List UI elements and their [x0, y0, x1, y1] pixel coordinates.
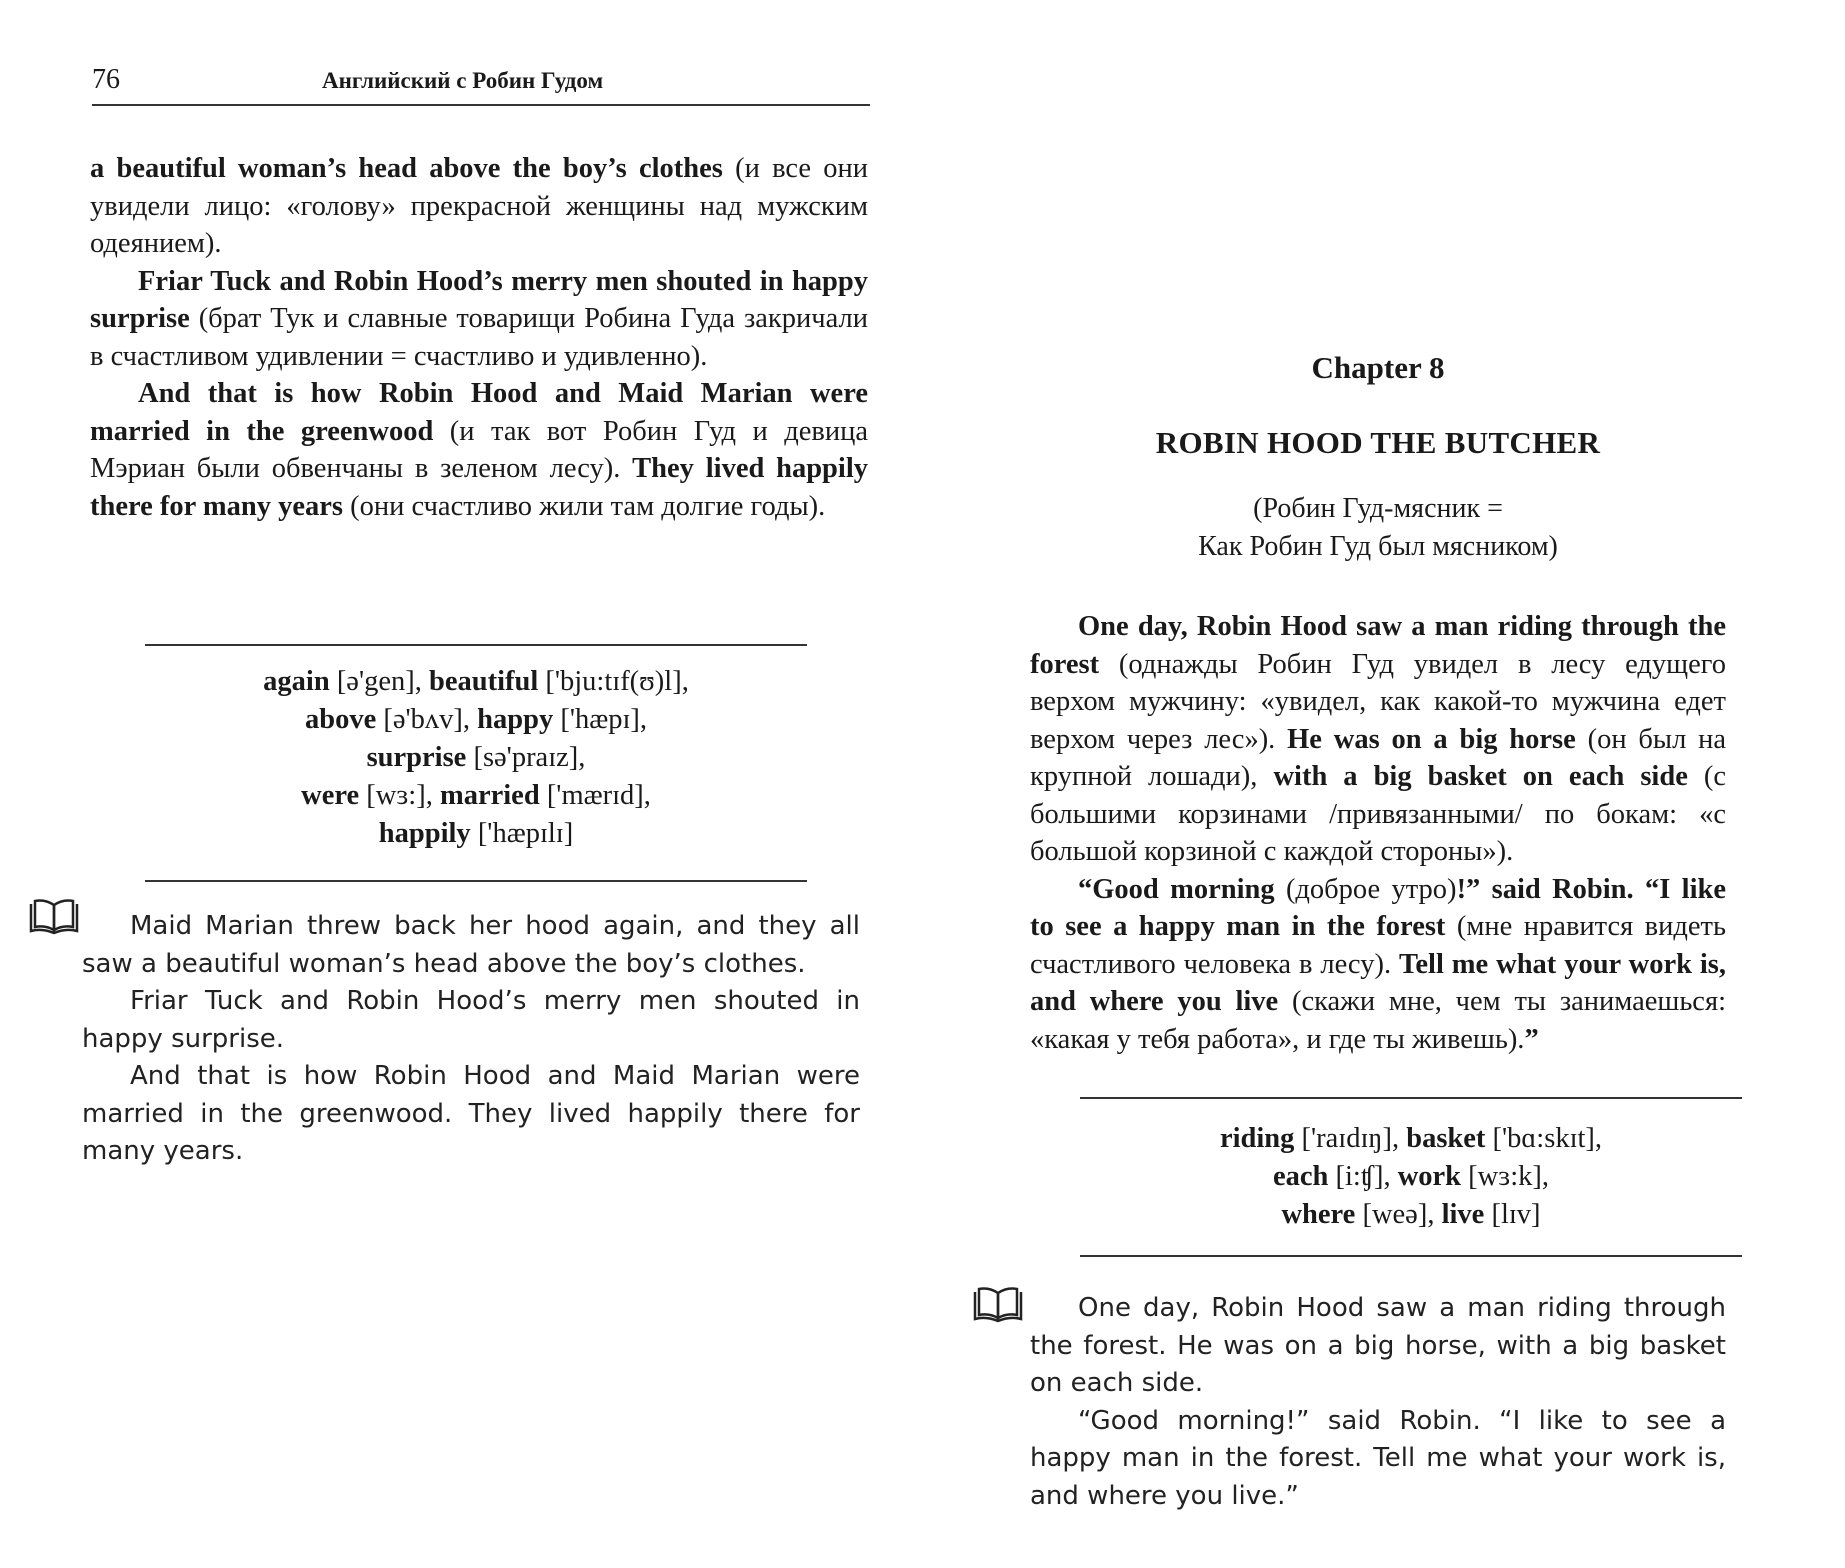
vocab-rule-bottom — [145, 880, 807, 882]
english-phrase: They lived happily there for many years — [90, 453, 868, 522]
running-header-title: Английский с Робин Гудом — [322, 68, 604, 93]
english-reading-text — [82, 908, 860, 1171]
vocabulary-box — [145, 663, 807, 853]
vocab-line — [145, 815, 807, 853]
reading-paragraph: One day, Robin Hood saw a man riding through the forest. He was on a big horse, with a big basket on each side. — [1030, 1293, 1726, 1398]
russian-translation: (и все они увидели лицо: «голову» прекрасной женщины над мужским одеянием). — [90, 153, 868, 259]
vocab-line — [1080, 1196, 1742, 1234]
russian-translation: ['mærɪd], — [539, 780, 651, 811]
russian-translation: (однажды Робин Гуд увидел в лесу едущего верхом мужчину: «увидел, как какой-то мужчина едет верхом через лес»). — [1030, 648, 1726, 755]
english-phrase: were — [301, 780, 360, 811]
english-phrase: above — [304, 704, 377, 735]
english-phrase: work — [1397, 1161, 1462, 1192]
russian-translation: ['bɑ:skɪt], — [1485, 1123, 1603, 1154]
open-book-icon — [972, 1286, 1024, 1326]
russian-translation: ['hæpɪlɪ] — [470, 818, 574, 849]
english-phrase: And that is how Robin Hood and Maid Marian were married in the greenwood — [90, 378, 868, 447]
paragraph — [1030, 608, 1726, 871]
russian-translation: [sə'praɪz], — [466, 742, 586, 773]
english-phrase: He was on a big horse — [1287, 723, 1576, 755]
vocab-line — [145, 701, 807, 739]
russian-translation: (скажи мне, чем ты занимаешься: «какая у тебя работа», и где ты живешь). — [1030, 986, 1726, 1055]
open-book-icon — [28, 898, 80, 938]
chapter-label: Chapter 8 — [1311, 350, 1445, 385]
english-phrase: riding — [1219, 1123, 1295, 1154]
paragraph — [90, 263, 868, 376]
russian-translation: [ə'bʌv], — [376, 704, 478, 735]
chapter-title: ROBIN HOOD THE BUTCHER — [1155, 425, 1601, 460]
bilingual-text — [90, 150, 868, 525]
english-phrase: again — [263, 666, 330, 697]
english-phrase: !” said Robin. “I like to see a happy man in the forest — [1030, 873, 1726, 942]
reading-paragraph: Maid Marian threw back her hood again, and they all saw a beautiful woman’s head above the boy’s clothes. — [82, 911, 860, 979]
english-phrase: married — [439, 780, 540, 811]
english-phrase: Friar Tuck and Robin Hood’s merry men shouted in happy surprise — [90, 265, 868, 334]
chapter-translation-line-1: (Робин Гуд-мясник = — [1253, 493, 1503, 524]
russian-translation: (они счастливо жили там долгие годы). — [343, 490, 826, 522]
russian-translation: ['hæpɪ], — [553, 704, 647, 735]
english-phrase: Tell me what your work is, and where you live — [1030, 948, 1726, 1017]
paragraph — [90, 150, 868, 263]
english-phrase: beautiful — [428, 666, 539, 697]
russian-translation: (он был на крупной лошади), — [1030, 723, 1726, 792]
russian-translation: (с большими корзинами /привязанными/ по бокам: «с большой корзиной с каждой стороны»). — [1030, 761, 1726, 867]
page-number: 76 — [92, 64, 120, 95]
paragraph — [90, 375, 868, 525]
english-phrase: each — [1272, 1161, 1329, 1192]
russian-translation: [ə'gen], — [329, 666, 429, 697]
right-page — [922, 0, 1845, 1568]
vocab-line — [145, 663, 807, 701]
vocab-line — [145, 739, 807, 777]
english-phrase: “Good morning — [1078, 873, 1275, 905]
russian-translation: ['raɪdɪŋ], — [1294, 1123, 1407, 1154]
russian-translation: (и так вот Робин Гуд и девица Мэриан были обвенчаны в зеленом лесу). — [90, 415, 869, 484]
english-phrase: One day, Robin Hood saw a man riding through the forest — [1030, 611, 1726, 680]
english-phrase: surprise — [366, 742, 467, 773]
vocabulary-box — [1080, 1120, 1742, 1234]
left-page — [0, 0, 922, 1568]
header-rule — [92, 104, 870, 106]
running-header — [92, 62, 870, 102]
bilingual-text — [1030, 608, 1726, 1058]
russian-translation: (доброе утро) — [1274, 873, 1457, 905]
reading-paragraph: “Good morning!” said Robin. “I like to see a happy man in the forest. Tell me what your work is, and where you live.” — [1030, 1405, 1726, 1511]
paragraph — [1030, 871, 1726, 1059]
english-phrase: happy — [477, 704, 554, 735]
vocab-rule-top — [145, 644, 807, 646]
russian-translation: (мне нравится видеть счастливого человека в лесу). — [1030, 911, 1726, 980]
russian-translation: [i:ʧ], — [1328, 1161, 1398, 1192]
russian-translation: [weə], — [1355, 1199, 1442, 1230]
vocab-line — [145, 777, 807, 815]
vocab-rule-top — [1080, 1097, 1742, 1099]
vocab-line — [1080, 1120, 1742, 1158]
english-phrase: basket — [1406, 1123, 1486, 1154]
reading-paragraph: Friar Tuck and Robin Hood’s merry men shouted in happy surprise. — [82, 986, 860, 1054]
english-phrase: with a big basket on each side — [1273, 761, 1688, 792]
russian-translation: ['bju:tɪf(ʊ)l], — [538, 666, 689, 697]
russian-translation: [wɜ:k], — [1461, 1161, 1549, 1192]
chapter-translation-line-2: Как Робин Гуд был мясником) — [1198, 531, 1558, 562]
vocab-rule-bottom — [1080, 1255, 1742, 1257]
english-phrase: ” — [1524, 1023, 1539, 1055]
russian-translation: [wɜ:], — [359, 780, 440, 811]
english-phrase: a beautiful woman’s head above the boy’s clothes — [90, 153, 723, 184]
vocab-line — [1080, 1158, 1742, 1196]
english-phrase: live — [1441, 1199, 1485, 1230]
russian-translation: [lɪv] — [1484, 1199, 1541, 1230]
english-phrase: where — [1281, 1199, 1356, 1230]
reading-paragraph: And that is how Robin Hood and Maid Marian were married in the greenwood. They lived happily there for many years. — [82, 1061, 860, 1166]
russian-translation: (брат Тук и славные товарищи Робина Гуда закричали в счастливом удивлении = счастливо и удивленно). — [90, 303, 868, 372]
english-reading-text — [1030, 1290, 1726, 1515]
english-phrase: happily — [378, 818, 471, 849]
